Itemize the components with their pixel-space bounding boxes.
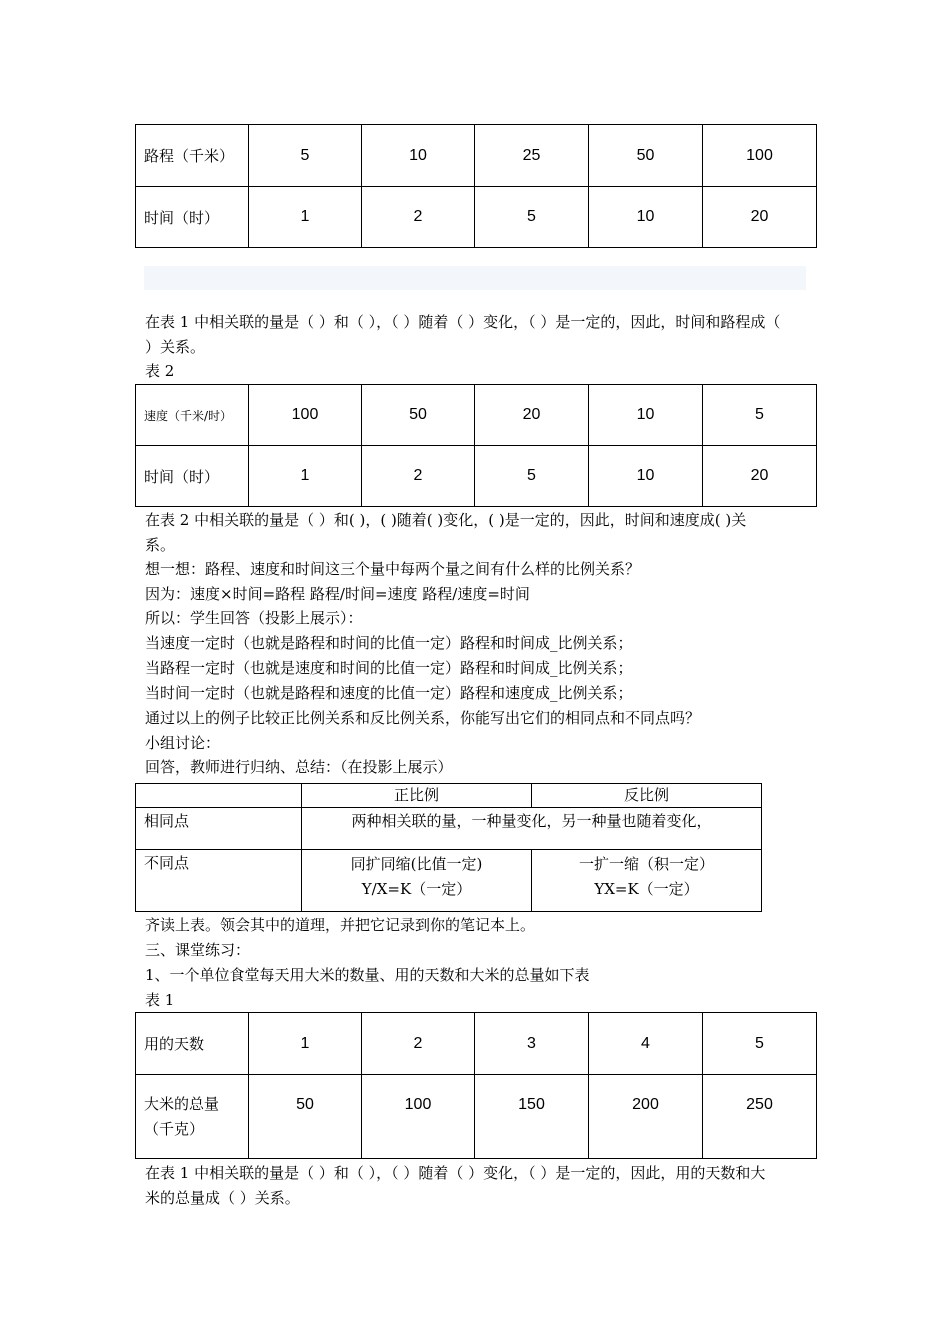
text-line: 因为：速度×时间=路程 路程/时间=速度 路程/速度=时间 — [145, 585, 530, 603]
diff-label: 不同点 — [136, 850, 302, 912]
inverse-cell — [532, 850, 762, 912]
text-line: 当时间一定时（也就是路程和速度的比值一定）路程和速度成_比例关系； — [145, 684, 633, 702]
paragraph-line: 在表 1 中相关联的量是（ ）和（ ），（ ）随着（ ）变化，（ ）是一定的，因此，时间和路程成（ — [145, 313, 781, 331]
direct-line-1: 同扩同缩(比值一定) — [350, 855, 483, 873]
speed-time-table — [135, 384, 817, 507]
table-row — [136, 808, 762, 850]
comparison-table — [135, 783, 762, 912]
table-row — [136, 1075, 817, 1159]
text-line: 所以：学生回答（投影上展示）： — [145, 609, 363, 627]
table-row — [136, 385, 817, 446]
row-label: 路程（千米） — [136, 125, 249, 187]
row-label — [136, 1075, 249, 1159]
row-label: 时间（时） — [136, 446, 249, 507]
table-row — [136, 446, 817, 507]
row-label: 时间（时） — [136, 187, 249, 248]
paragraph-line: 系。 — [145, 536, 176, 554]
table-cell: 50 — [362, 385, 475, 446]
table-cell: 1 — [249, 446, 362, 507]
row-label-line-2: （千克） — [144, 1119, 205, 1138]
table-cell: 2 — [362, 1013, 475, 1075]
table-row — [136, 1013, 817, 1075]
table-cell: 5 — [703, 385, 817, 446]
table-cell: 10 — [362, 125, 475, 187]
table-cell: 250 — [703, 1075, 817, 1159]
empty-cell — [136, 784, 302, 808]
table-caption: 表 1 — [145, 991, 175, 1009]
table-row — [136, 784, 762, 808]
same-label: 相同点 — [136, 808, 302, 850]
table-row — [136, 850, 762, 912]
text-line: 想一想：路程、速度和时间这三个量中每两个量之间有什么样的比例关系？ — [145, 560, 641, 578]
text-line: 小组讨论： — [145, 734, 221, 752]
table-cell: 150 — [475, 1075, 589, 1159]
table-row — [136, 125, 817, 187]
highlight-band — [144, 266, 806, 290]
text-line: 当路程一定时（也就是速度和时间的比值一定）路程和时间成_比例关系； — [145, 659, 633, 677]
rice-table — [135, 1012, 817, 1159]
table-cell: 20 — [475, 385, 589, 446]
table-cell: 200 — [589, 1075, 703, 1159]
row-label: 用的天数 — [136, 1013, 249, 1075]
table-cell: 10 — [589, 446, 703, 507]
text-line: 1、一个单位食堂每天用大米的数量、用的天数和大米的总量如下表 — [145, 966, 590, 984]
same-text: 两种相关联的量，一种量变化，另一种量也随着变化， — [302, 808, 762, 850]
table-cell: 5 — [475, 187, 589, 248]
table-cell: 1 — [249, 187, 362, 248]
paragraph-line: 在表 1 中相关联的量是（ ）和（ ），（ ）随着（ ）变化，（ ）是一定的，因此，用的天数和大 — [145, 1164, 766, 1182]
table-row — [136, 187, 817, 248]
row-label: 速度（千米/时） — [136, 385, 249, 446]
table-cell: 100 — [703, 125, 817, 187]
table-cell: 1 — [249, 1013, 362, 1075]
table-cell: 10 — [589, 385, 703, 446]
table-cell: 50 — [589, 125, 703, 187]
text-line: 通过以上的例子比较正比例关系和反比例关系，你能写出它们的相同点和不同点吗？ — [145, 709, 701, 727]
direct-line-2: Y/X=K（一定） — [361, 880, 472, 898]
table-cell: 100 — [249, 385, 362, 446]
section-heading: 三、课堂练习： — [145, 941, 251, 959]
table-cell: 5 — [249, 125, 362, 187]
table-cell: 10 — [589, 187, 703, 248]
text-line: 齐读上表。领会其中的道理，并把它记录到你的笔记本上。 — [145, 916, 536, 934]
table-cell: 20 — [703, 446, 817, 507]
table-cell: 5 — [703, 1013, 817, 1075]
header-direct: 正比例 — [302, 784, 532, 808]
paragraph-line: 在表 2 中相关联的量是（ ）和( )，( )随着( )变化，( )是一定的，因此，时间和速度成( )关 — [145, 511, 747, 529]
table-cell: 2 — [362, 187, 475, 248]
table-cell: 20 — [703, 187, 817, 248]
table-cell: 5 — [475, 446, 589, 507]
table-cell: 50 — [249, 1075, 362, 1159]
direct-cell — [302, 850, 532, 912]
header-inverse: 反比例 — [532, 784, 762, 808]
paragraph-line: ）关系。 — [145, 338, 206, 356]
table-cell: 100 — [362, 1075, 475, 1159]
inverse-line-2: YX=K（一定） — [594, 880, 699, 898]
table-caption: 表 2 — [145, 362, 175, 380]
text-line: 当速度一定时（也就是路程和时间的比值一定）路程和时间成_比例关系； — [145, 634, 633, 652]
text-line: 回答，教师进行归纳、总结：（在投影上展示） — [145, 758, 453, 776]
distance-time-table — [135, 124, 817, 248]
paragraph-line: 米的总量成（ ）关系。 — [145, 1189, 300, 1207]
table-cell: 25 — [475, 125, 589, 187]
table-cell: 2 — [362, 446, 475, 507]
inverse-line-1: 一扩一缩（积一定） — [578, 855, 714, 873]
row-label-line-1: 大米的总量 — [144, 1094, 220, 1113]
table-cell: 3 — [475, 1013, 589, 1075]
table-cell: 4 — [589, 1013, 703, 1075]
